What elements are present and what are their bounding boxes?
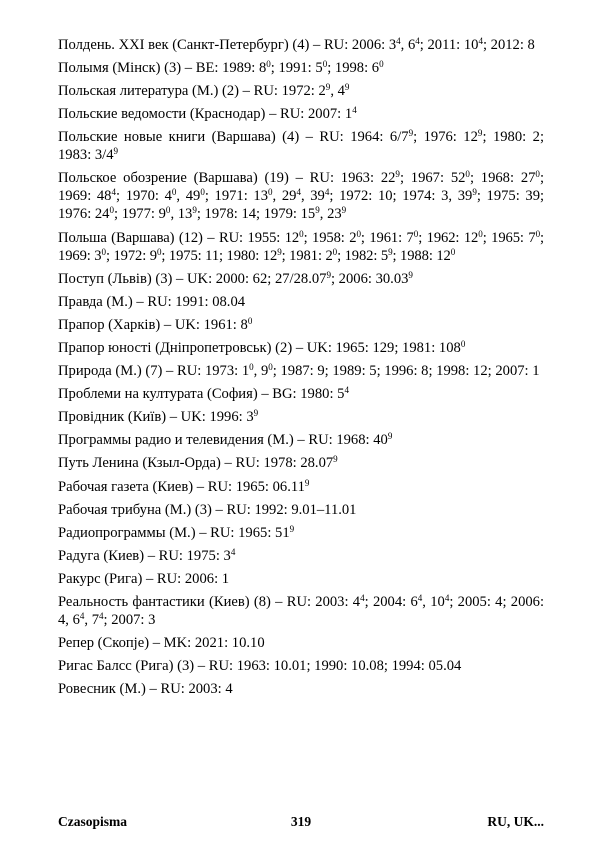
superscript-marker: 4 [417,593,423,603]
superscript-marker: 0 [413,228,419,239]
superscript-marker: 0 [299,228,304,239]
list-item: Радуга (Киев) – RU: 1975: $3^4$ [58,546,236,564]
list-item: Радиопрограммы (М.) – RU: 1965: $51^9$ [58,523,295,541]
superscript-marker: 9 [253,408,259,419]
list-item: Ракурс (Рига) – RU: 2006: 1 [58,570,230,587]
superscript-marker: 0 [200,187,205,198]
superscript-marker: 9 [289,523,295,534]
superscript-marker: 9 [304,477,310,488]
superscript-marker: 9 [408,128,414,139]
superscript-marker: 0 [379,59,384,70]
superscript-marker: 4 [79,611,85,621]
superscript-marker: 0 [171,187,177,198]
superscript-marker: 4 [478,36,483,47]
superscript-marker: 4 [344,385,349,396]
superscript-marker: 4 [324,187,330,198]
superscript-marker: 4 [99,611,104,621]
superscript-marker: 4 [396,36,401,47]
list-item: Полдень. XXI век (Санкт-Петербург) (4) – RU: 2006: $3^4$, $6^4$; 2011: $10^4$; 2012: 8 [58,36,535,53]
superscript-marker: 0 [156,246,162,257]
page-number: 319 [290,814,312,829]
superscript-marker: 9 [333,454,338,465]
superscript-marker: 9 [395,169,400,180]
list-item: Путь Ленина (Кзыл-Орда) – RU: 1978: 28.07$^9$ [58,454,338,472]
superscript-marker: 0 [465,169,470,180]
superscript-marker: 0 [478,228,483,239]
list-item: Польская литература (М.) (2) – RU: 1972: $2^9$, $4^9$ [58,82,350,100]
superscript-marker: 0 [247,315,253,326]
list-item: Поступ (Львів) (3) – UK: 2000: 62; 27/28.07$^9$; 2006: 30.03$^9$ [58,269,413,287]
list-item: Провідник (Київ) – UK: 1996: $3^9$ [58,408,259,426]
list-item: Польские новые книги (Варшава) (4) – RU: 1964: $6/7^9$; 1976: $12^9$; 1980: 2; 1983: $3/4^9$ [58,128,545,164]
list-item: Программы радио и телевидения (М.) – RU: 1968: $40^9$ [58,431,393,449]
superscript-marker: 4 [352,105,357,116]
superscript-marker: 0 [268,187,273,198]
list-item: Полымя (Мінск) (3) – BE: 1989: $8^0$; 1991: $5^0$; 1998: $6^0$ [58,59,384,77]
footer-language-range: RU, UK... [487,814,544,829]
list-item: Польша (Варшава) (12) – RU: 1955: $12^0$; 1958: $2^0$; 1961: $7^0$; 1962: $12^0$; 1965: $7^0$; 1969: $3^0$; 1972: $9^0$; 1975: 11; 1980: $12^9$; 1981: $2^0$; 1982: $5^9$; 1988: $12^0$ [58,228,544,264]
superscript-marker: 9 [277,246,282,257]
superscript-marker: 0 [268,362,273,373]
superscript-marker: 0 [109,205,115,216]
superscript-marker: 4 [296,187,301,198]
list-item: Рабочая газета (Киев) – RU: 1965: 06.11$^9$ [58,477,310,495]
superscript-marker: 0 [460,338,466,349]
list-item: Ровесник (М.) – RU: 2003: 4 [58,681,233,698]
list-item: Реальность фантастики (Киев) (8) – RU: 2003: $4^4$; 2004: $6^4$, $10^4$; 2005: 4; 2006: 4, $6^4$, $7^4$; 2007: 3 [58,593,545,628]
superscript-marker: 9 [325,82,331,93]
superscript-marker: 4 [444,593,450,603]
superscript-marker: 9 [387,431,393,442]
superscript-marker: 0 [266,59,271,70]
list-item: Репер (Скопје) – MK: 2021: 10.10 [58,635,265,652]
superscript-marker: 4 [360,593,365,603]
superscript-marker: 9 [477,128,483,139]
superscript-marker: 9 [315,205,320,216]
list-item: Правда (М.) – RU: 1991: 08.04 [58,293,246,310]
superscript-marker: 9 [472,187,477,198]
superscript-marker: 9 [344,82,350,93]
footer-section-title: Czasopisma [58,814,128,829]
list-item: Прапор юності (Дніпропетровськ) (2) – UK: 1965: 129; 1981: $108^0$ [58,338,466,356]
page-footer [58,814,544,832]
superscript-marker: 9 [388,246,393,257]
superscript-marker: 0 [535,228,541,239]
list-item: Рабочая трибуна (М.) (3) – RU: 1992: 9.01–11.01 [58,501,357,518]
superscript-marker: 9 [408,269,413,280]
list-item: Ригас Балсс (Рига) (3) – RU: 1963: 10.01; 1990: 10.08; 1994: 05.04 [58,658,462,675]
superscript-marker: 4 [230,546,236,557]
superscript-marker: 9 [113,146,119,157]
superscript-marker: 0 [165,205,171,216]
entry-list [58,36,544,703]
superscript-marker: 0 [450,246,456,257]
list-item: Природа (М.) (7) – RU: 1973: $1^0$, $9^0$; 1987: 9; 1989: 5; 1996: 8; 1998: 12; 2007: 1 [58,362,540,380]
superscript-marker: 4 [415,36,420,47]
superscript-marker: 0 [332,246,338,257]
superscript-marker: 0 [535,169,540,180]
list-item: Проблеми на културата (София) – BG: 1980: $5^4$ [58,385,349,403]
superscript-marker: 9 [326,269,331,280]
superscript-marker: 4 [111,187,117,198]
superscript-marker: 9 [341,205,347,216]
superscript-marker: 0 [249,362,254,373]
superscript-marker: 9 [192,205,197,216]
superscript-marker: 0 [356,228,361,239]
list-item: Прапор (Харків) – UK: 1961: $8^0$ [58,315,253,333]
superscript-marker: 0 [322,59,328,70]
superscript-marker: 0 [101,246,106,257]
list-item: Польское обозрение (Варшава) (19) – RU: 1963: $22^9$; 1967: $52^0$; 1968: $27^0$; 1969: $48^4$; 1970: $4^0$, $49^0$; 1971: $13^0$, $29^4$, $39^4$; 1972: 10; 1974: 3, $39^9$; 1975: 39; 1976: $24^0$; 1977: $9^0$, $13^9$; 1978: 14; 1979: $15^9$, $23^9$ [58,169,545,223]
list-item: Польские ведомости (Краснодар) – RU: 2007: $1^4$ [58,105,357,123]
